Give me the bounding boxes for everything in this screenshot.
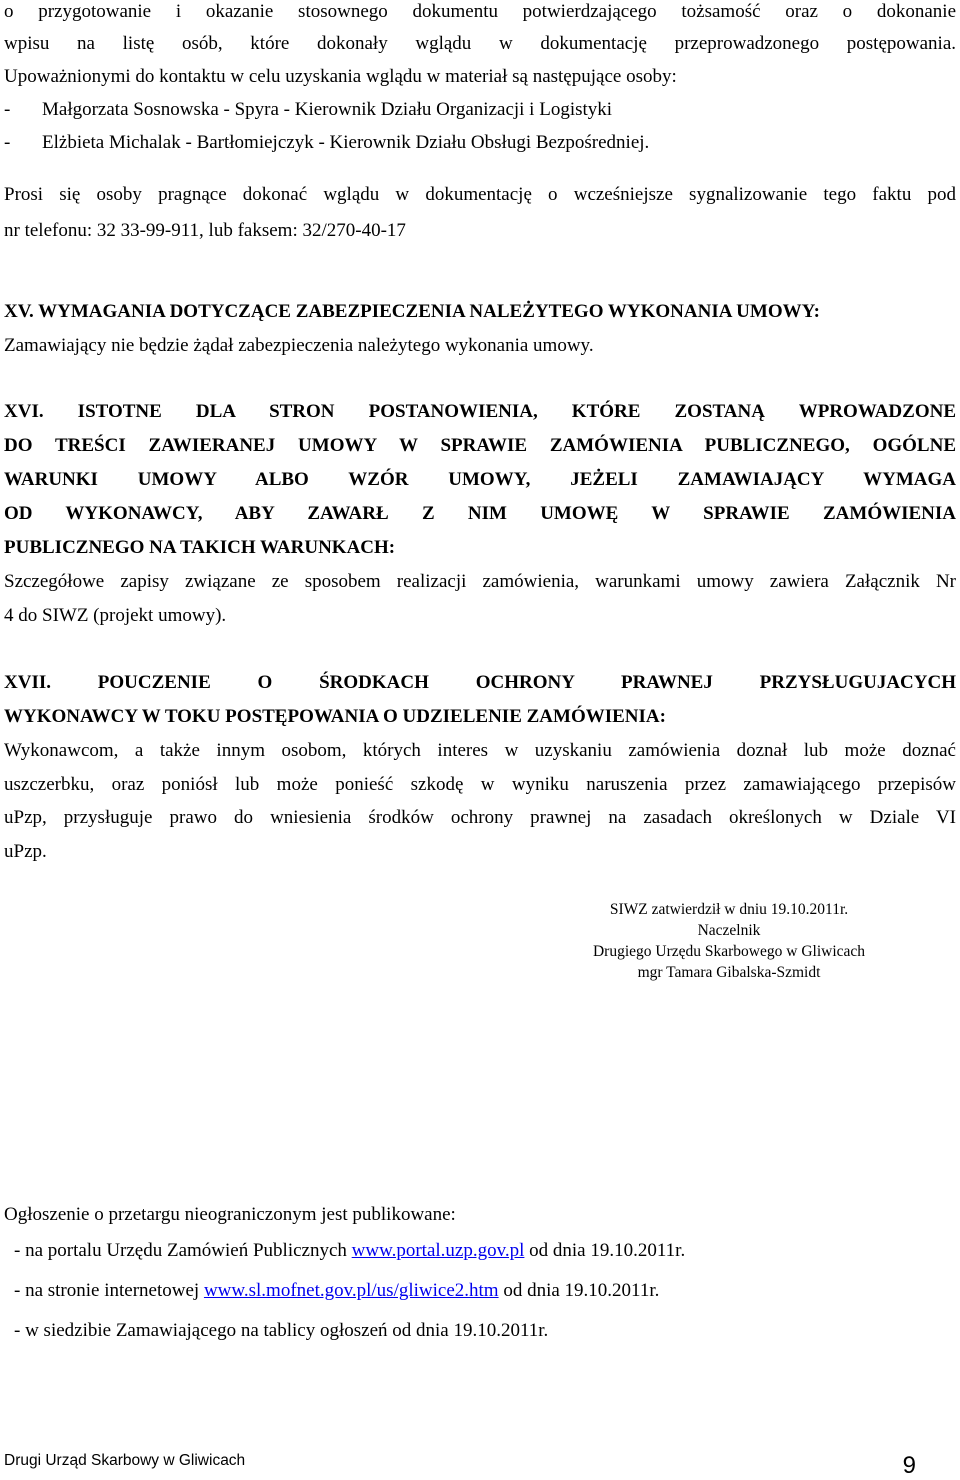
intro-line-2: wpisu na listę osób, które dokonały wglądu w dokumentację przeprowadzonego postępowania. bbox=[4, 33, 956, 54]
footer-office: Drugi Urząd Skarbowy w Gliwicach bbox=[4, 1452, 246, 1469]
signature-approval: SIWZ zatwierdził w dniu 19.10.2011r. bbox=[609, 901, 849, 918]
list-dash: - bbox=[4, 99, 11, 120]
publication-prefix: - w siedzibie Zamawiającego na tablicy ogłoszeń od dnia 19.10.2011r. bbox=[14, 1320, 549, 1341]
section-xvi-heading-5: PUBLICZNEGO NA TAKICH WARUNKACH: bbox=[4, 537, 396, 558]
section-xvi-text-1: Szczegółowe zapisy związane ze sposobem realizacji zamówienia, warunkami umowy zawiera Załącznik Nr bbox=[4, 571, 956, 592]
list-dash: - bbox=[4, 132, 11, 153]
person-text: Małgorzata Sosnowska - Spyra - Kierownik Działu Organizacji i Logistyki bbox=[42, 99, 613, 120]
person-text: Elżbieta Michalak - Bartłomiejczyk - Kierownik Działu Obsługi Bezpośredniej. bbox=[42, 132, 650, 153]
section-xvii-text-4: uPzp. bbox=[4, 841, 47, 862]
section-xvi-heading-2: DO TREŚCI ZAWIERANEJ UMOWY W SPRAWIE ZAMÓWIENIA PUBLICZNEGO, OGÓLNE bbox=[4, 435, 956, 456]
section-xv-heading: XV. WYMAGANIA DOTYCZĄCE ZABEZPIECZENIA NALEŻYTEGO WYKONANIA UMOWY: bbox=[4, 301, 820, 322]
publication-prefix: - na portalu Urzędu Zamówień Publicznych bbox=[14, 1240, 352, 1261]
intro-line-1: o przygotowanie i okazanie stosownego dokumentu potwierdzającego tożsamość oraz o dokonanie bbox=[4, 1, 956, 22]
person-item-2 bbox=[4, 131, 649, 155]
intro-line-3: Upoważnionymi do kontaktu w celu uzyskania wglądu w materiał są następujące osoby: bbox=[4, 66, 677, 87]
signature-name: mgr Tamara Gibalska-Szmidt bbox=[637, 964, 821, 981]
section-xvi-heading-4: OD WYKONAWCY, ABY ZAWARŁ Z NIM UMOWĘ W SPRAWIE ZAMÓWIENIA bbox=[4, 503, 956, 524]
publication-prefix: - na stronie internetowej bbox=[14, 1280, 204, 1301]
section-xvii-heading-2: WYKONAWCY W TOKU POSTĘPOWANIA O UDZIELENIE ZAMÓWIENIA: bbox=[4, 706, 666, 727]
page-number: 9 bbox=[902, 1452, 916, 1479]
section-xvii-heading-1: XVII. POUCZENIE O ŚRODKACH OCHRONY PRAWNEJ PRZYSŁUGUJACYCH bbox=[4, 672, 956, 693]
office-website-link[interactable]: www.sl.mofnet.gov.pl/us/gliwice2.htm bbox=[203, 1280, 499, 1301]
signature-title: Naczelnik bbox=[697, 922, 761, 939]
section-xv-text: Zamawiający nie będzie żądał zabezpieczenia należytego wykonania umowy. bbox=[4, 335, 594, 356]
person-item-1 bbox=[4, 98, 612, 122]
section-xvii-text-1: Wykonawcom, a także innym osobom, których interes w uzyskaniu zamówienia doznał lub może doznać bbox=[4, 740, 956, 761]
signature-office: Drugiego Urzędu Skarbowego w Gliwicach bbox=[592, 943, 866, 960]
signature-block bbox=[524, 899, 934, 983]
publication-item-2 bbox=[14, 1279, 659, 1303]
publication-suffix: od dnia 19.10.2011r. bbox=[524, 1240, 686, 1261]
section-xvii-text-2: uszczerbku, oraz poniósł lub może ponieść szkodę w wyniku naruszenia przez zamawiającego przepisów bbox=[4, 774, 956, 795]
section-xvi-text-2: 4 do SIWZ (projekt umowy). bbox=[4, 605, 227, 626]
publication-intro: Ogłoszenie o przetargu nieograniczonym jest publikowane: bbox=[4, 1204, 456, 1225]
uzp-portal-link[interactable]: www.portal.uzp.gov.pl bbox=[351, 1240, 525, 1261]
publication-item-3 bbox=[14, 1319, 548, 1343]
section-xvi-heading-1: XVI. ISTOTNE DLA STRON POSTANOWIENIA, KTÓRE ZOSTANĄ WPROWADZONE bbox=[4, 401, 956, 422]
publication-suffix: od dnia 19.10.2011r. bbox=[498, 1280, 660, 1301]
publication-item-1 bbox=[14, 1239, 685, 1263]
contact-line-2: nr telefonu: 32 33-99-911, lub faksem: 32/270-40-17 bbox=[4, 220, 406, 241]
section-xvi-heading-3: WARUNKI UMOWY ALBO WZÓR UMOWY, JEŻELI ZAMAWIAJĄCY WYMAGA bbox=[4, 469, 956, 490]
section-xvii-text-3: uPzp, przysługuje prawo do wniesienia środków ochrony prawnej na zasadach określonych w Dziale VI bbox=[4, 807, 956, 828]
contact-line-1: Prosi się osoby pragnące dokonać wglądu w dokumentację o wcześniejsze sygnalizowanie tego faktu pod bbox=[4, 184, 956, 205]
